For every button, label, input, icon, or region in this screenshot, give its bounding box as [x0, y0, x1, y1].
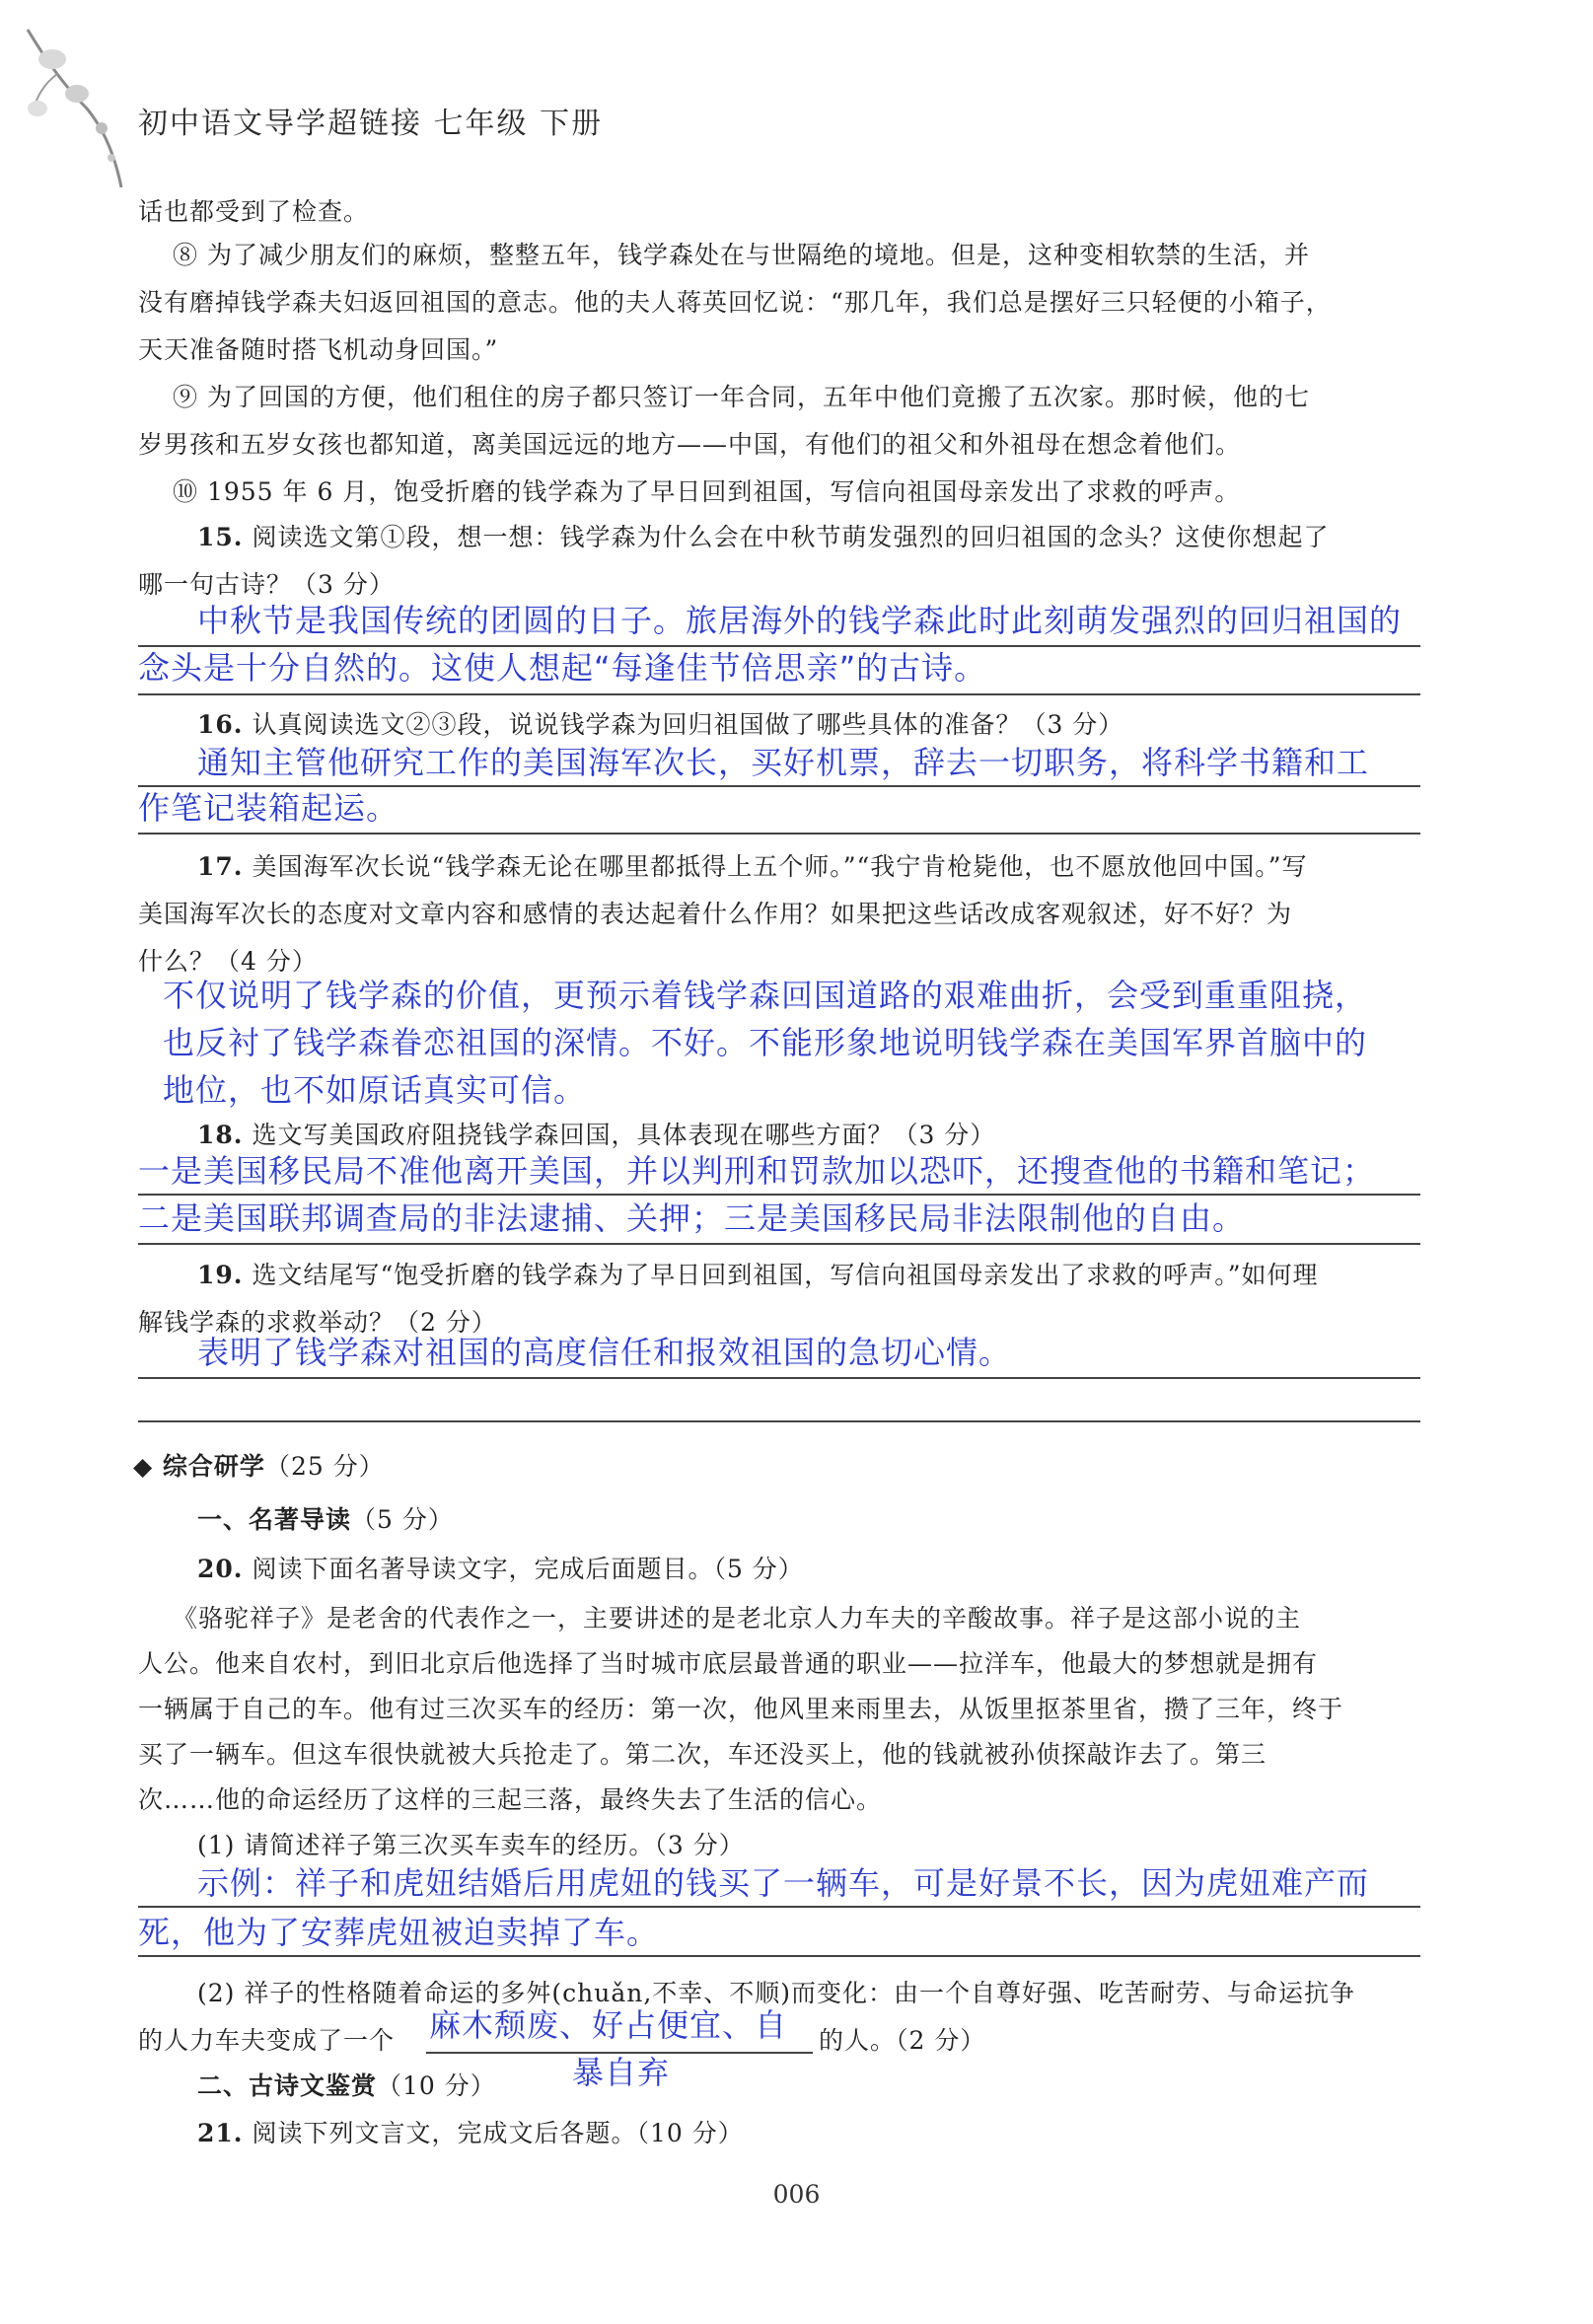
book-title: 初中语文导学超链接 七年级 下册: [138, 107, 604, 141]
section-heading-score: （25 分）: [264, 1452, 385, 1481]
answer-19: 表明了钱学森对祖国的高度信任和报效祖国的急切心情。: [197, 1334, 1012, 1371]
answer-rule: [138, 693, 1420, 695]
paragraph-9-line: ⑨ 为了回国的方便，他们租住的房子都只签订一年合同，五年中他们竟搬了五次家。那时候，他的七: [173, 383, 1310, 411]
reading-line: 《骆驼祥子》是老舍的代表作之一，主要讲述的是老北京人力车夫的辛酸故事。祥子是这部小说的主: [173, 1604, 1302, 1633]
question-number: 16.: [197, 710, 244, 739]
part-2-heading: [197, 2064, 496, 2109]
plum-branch-decoration: [18, 20, 136, 197]
part-1-heading: [197, 1497, 454, 1543]
paragraph-10: ⑩ 1955 年 6 月，饱受折磨的钱学森为了早日回到祖国，写信向祖国母亲发出了求救的呼声。: [173, 477, 1241, 506]
question-text: 阅读下面名著导读文字，完成后面题目。（5 分）: [252, 1555, 804, 1583]
answer-rule: [138, 1955, 1420, 1957]
sub-question-1: (1) 请简述祥子第三次买车卖车的经历。（3 分）: [197, 1831, 745, 1859]
question-20: [197, 1547, 804, 1592]
question-number: 17.: [197, 852, 244, 881]
answer-17-line: 也反衬了钱学森眷恋祖国的深情。不好。不能形象地说明钱学森在美国军界首脑中的: [163, 1024, 1368, 1061]
sub-question-2-tail: 的人。（2 分）: [819, 2026, 986, 2055]
paragraph-9-line: 岁男孩和五岁女孩也都知道，离美国远远的地方——中国，有他们的祖父和外祖母在想念着他们。: [138, 430, 1242, 459]
question-number: 20.: [197, 1555, 244, 1583]
question-text: 认真阅读选文②③段，说说钱学森为回归祖国做了哪些具体的准备？（3 分）: [252, 710, 1124, 739]
answer-20-1-line: 死，他为了安葬虎妞被迫卖掉了车。: [138, 1914, 660, 1951]
question-text: 阅读下列文言文，完成文后各题。（10 分）: [252, 2119, 744, 2147]
answer-18-line: 一是美国移民局不准他离开美国，并以判刑和罚款加以恐吓，还搜查他的书籍和笔记；: [138, 1152, 1376, 1190]
answer-15-line: 念头是十分自然的。这使人想起“每逢佳节倍思亲”的古诗。: [138, 649, 987, 687]
question-21: [197, 2111, 744, 2156]
answer-16-line: 作笔记装箱起运。: [138, 789, 399, 827]
part-1-score: （5 分）: [351, 1505, 454, 1534]
part-1-label: 一、名著导读: [197, 1505, 352, 1534]
question-17-line: 什么？（4 分）: [138, 947, 318, 976]
question-19: [197, 1253, 1319, 1298]
answer-17-line: 不仅说明了钱学森的价值，更预示着钱学森回国道路的艰难曲折，会受到重重阻挠，: [163, 977, 1368, 1014]
question-number: 19.: [197, 1261, 244, 1289]
question-17-line: 美国海军次长的态度对文章内容和感情的表达起着什么作用？如果把这些话改成客观叙述，好不好？为: [138, 900, 1293, 928]
question-17: [197, 844, 1308, 890]
answer-17-line: 地位，也不如原话真实可信。: [163, 1071, 587, 1109]
question-text: 美国海军次长说“钱学森无论在哪里都抵得上五个师。”“我宁肯枪毙他，也不愿放他回中国。”写: [252, 852, 1308, 881]
reading-line: 买了一辆车。但这车很快就被大兵抢走了。第二次，车还没买上，他的钱就被孙侦探敲诈去了。第三: [138, 1740, 1267, 1769]
part-2-label: 二、古诗文鉴赏: [197, 2071, 378, 2100]
reading-line: 次……他的命运经历了这样的三起三落，最终失去了生活的信心。: [138, 1785, 883, 1814]
reading-line: 人公。他来自农村，到旧北京后他选择了当时城市底层最普通的职业——拉洋车，他最大的梦想就是拥有: [138, 1649, 1319, 1678]
section-heading: [133, 1444, 385, 1489]
question-number: 21.: [197, 2119, 244, 2147]
answer-20-1-line: 示例：祥子和虎妞结婚后用虎妞的钱买了一辆车，可是好景不长，因为虎妞难产而: [197, 1864, 1370, 1902]
part-2-score: （10 分）: [377, 2071, 496, 2100]
reading-line: 一辆属于自己的车。他有过三次买车的经历：第一次，他风里来雨里去，从饭里抠茶里省，攒了三年，终于: [138, 1695, 1344, 1723]
answer-16-line: 通知主管他研究工作的美国海军次长，买好机票，辞去一切职务，将科学书籍和工: [197, 744, 1370, 781]
question-15: [197, 515, 1329, 560]
passage-line: 话也都受到了检查。: [138, 197, 370, 226]
question-text: 选文写美国政府阻挠钱学森回国，具体表现在哪些方面？（3 分）: [252, 1121, 996, 1149]
answer-rule: [138, 1420, 1420, 1422]
answer-15-line: 中秋节是我国传统的团圆的日子。旅居海外的钱学森此时此刻萌发强烈的回归祖国的: [197, 602, 1403, 639]
question-text: 选文结尾写“饱受折磨的钱学森为了早日回到祖国，写信向祖国母亲发出了求救的呼声。”如何理: [252, 1261, 1319, 1289]
answer-20-2-cont: 暴自弃: [572, 2054, 671, 2091]
question-19-line: 解钱学森的求救举动？（2 分）: [138, 1308, 497, 1337]
question-number: 18.: [197, 1121, 244, 1149]
answer-18-line: 二是美国联邦调查局的非法逮捕、关押；三是美国移民局非法限制他的自由。: [138, 1199, 1246, 1237]
paragraph-8-line: ⑧ 为了减少朋友们的麻烦，整整五年，钱学森处在与世隔绝的境地。但是，这种变相软禁的生活，并: [173, 241, 1310, 269]
question-text: 阅读选文第①段，想一想：钱学森为什么会在中秋节萌发强烈的回归祖国的念头？这使你想起了: [252, 523, 1330, 551]
answer-20-2: 麻木颓废、好占便宜、自: [429, 2006, 788, 2044]
answer-rule: [138, 1243, 1420, 1245]
answer-rule: [138, 1377, 1420, 1379]
sub-question-2-line: 的人力车夫变成了一个: [138, 2026, 396, 2055]
paragraph-8-line: 没有磨掉钱学森夫妇返回祖国的意志。他的夫人蒋英回忆说：“那几年，我们总是摆好三只轻便的小箱子，: [138, 288, 1332, 317]
question-15-line2: 哪一句古诗？（3 分）: [138, 570, 395, 599]
section-heading-label: ◆ 综合研学: [133, 1452, 265, 1481]
answer-rule: [138, 833, 1420, 835]
question-number: 15.: [197, 523, 244, 551]
paragraph-8-line: 天天准备随时搭飞机动身回国。”: [138, 335, 499, 364]
sub-question-2-line: (2) 祥子的性格随着命运的多舛(chuǎn,不幸、不顺)而变化：由一个自尊好强、吃苦耐劳、与命运抗争: [197, 1979, 1356, 2007]
page-number: 006: [772, 2180, 821, 2209]
